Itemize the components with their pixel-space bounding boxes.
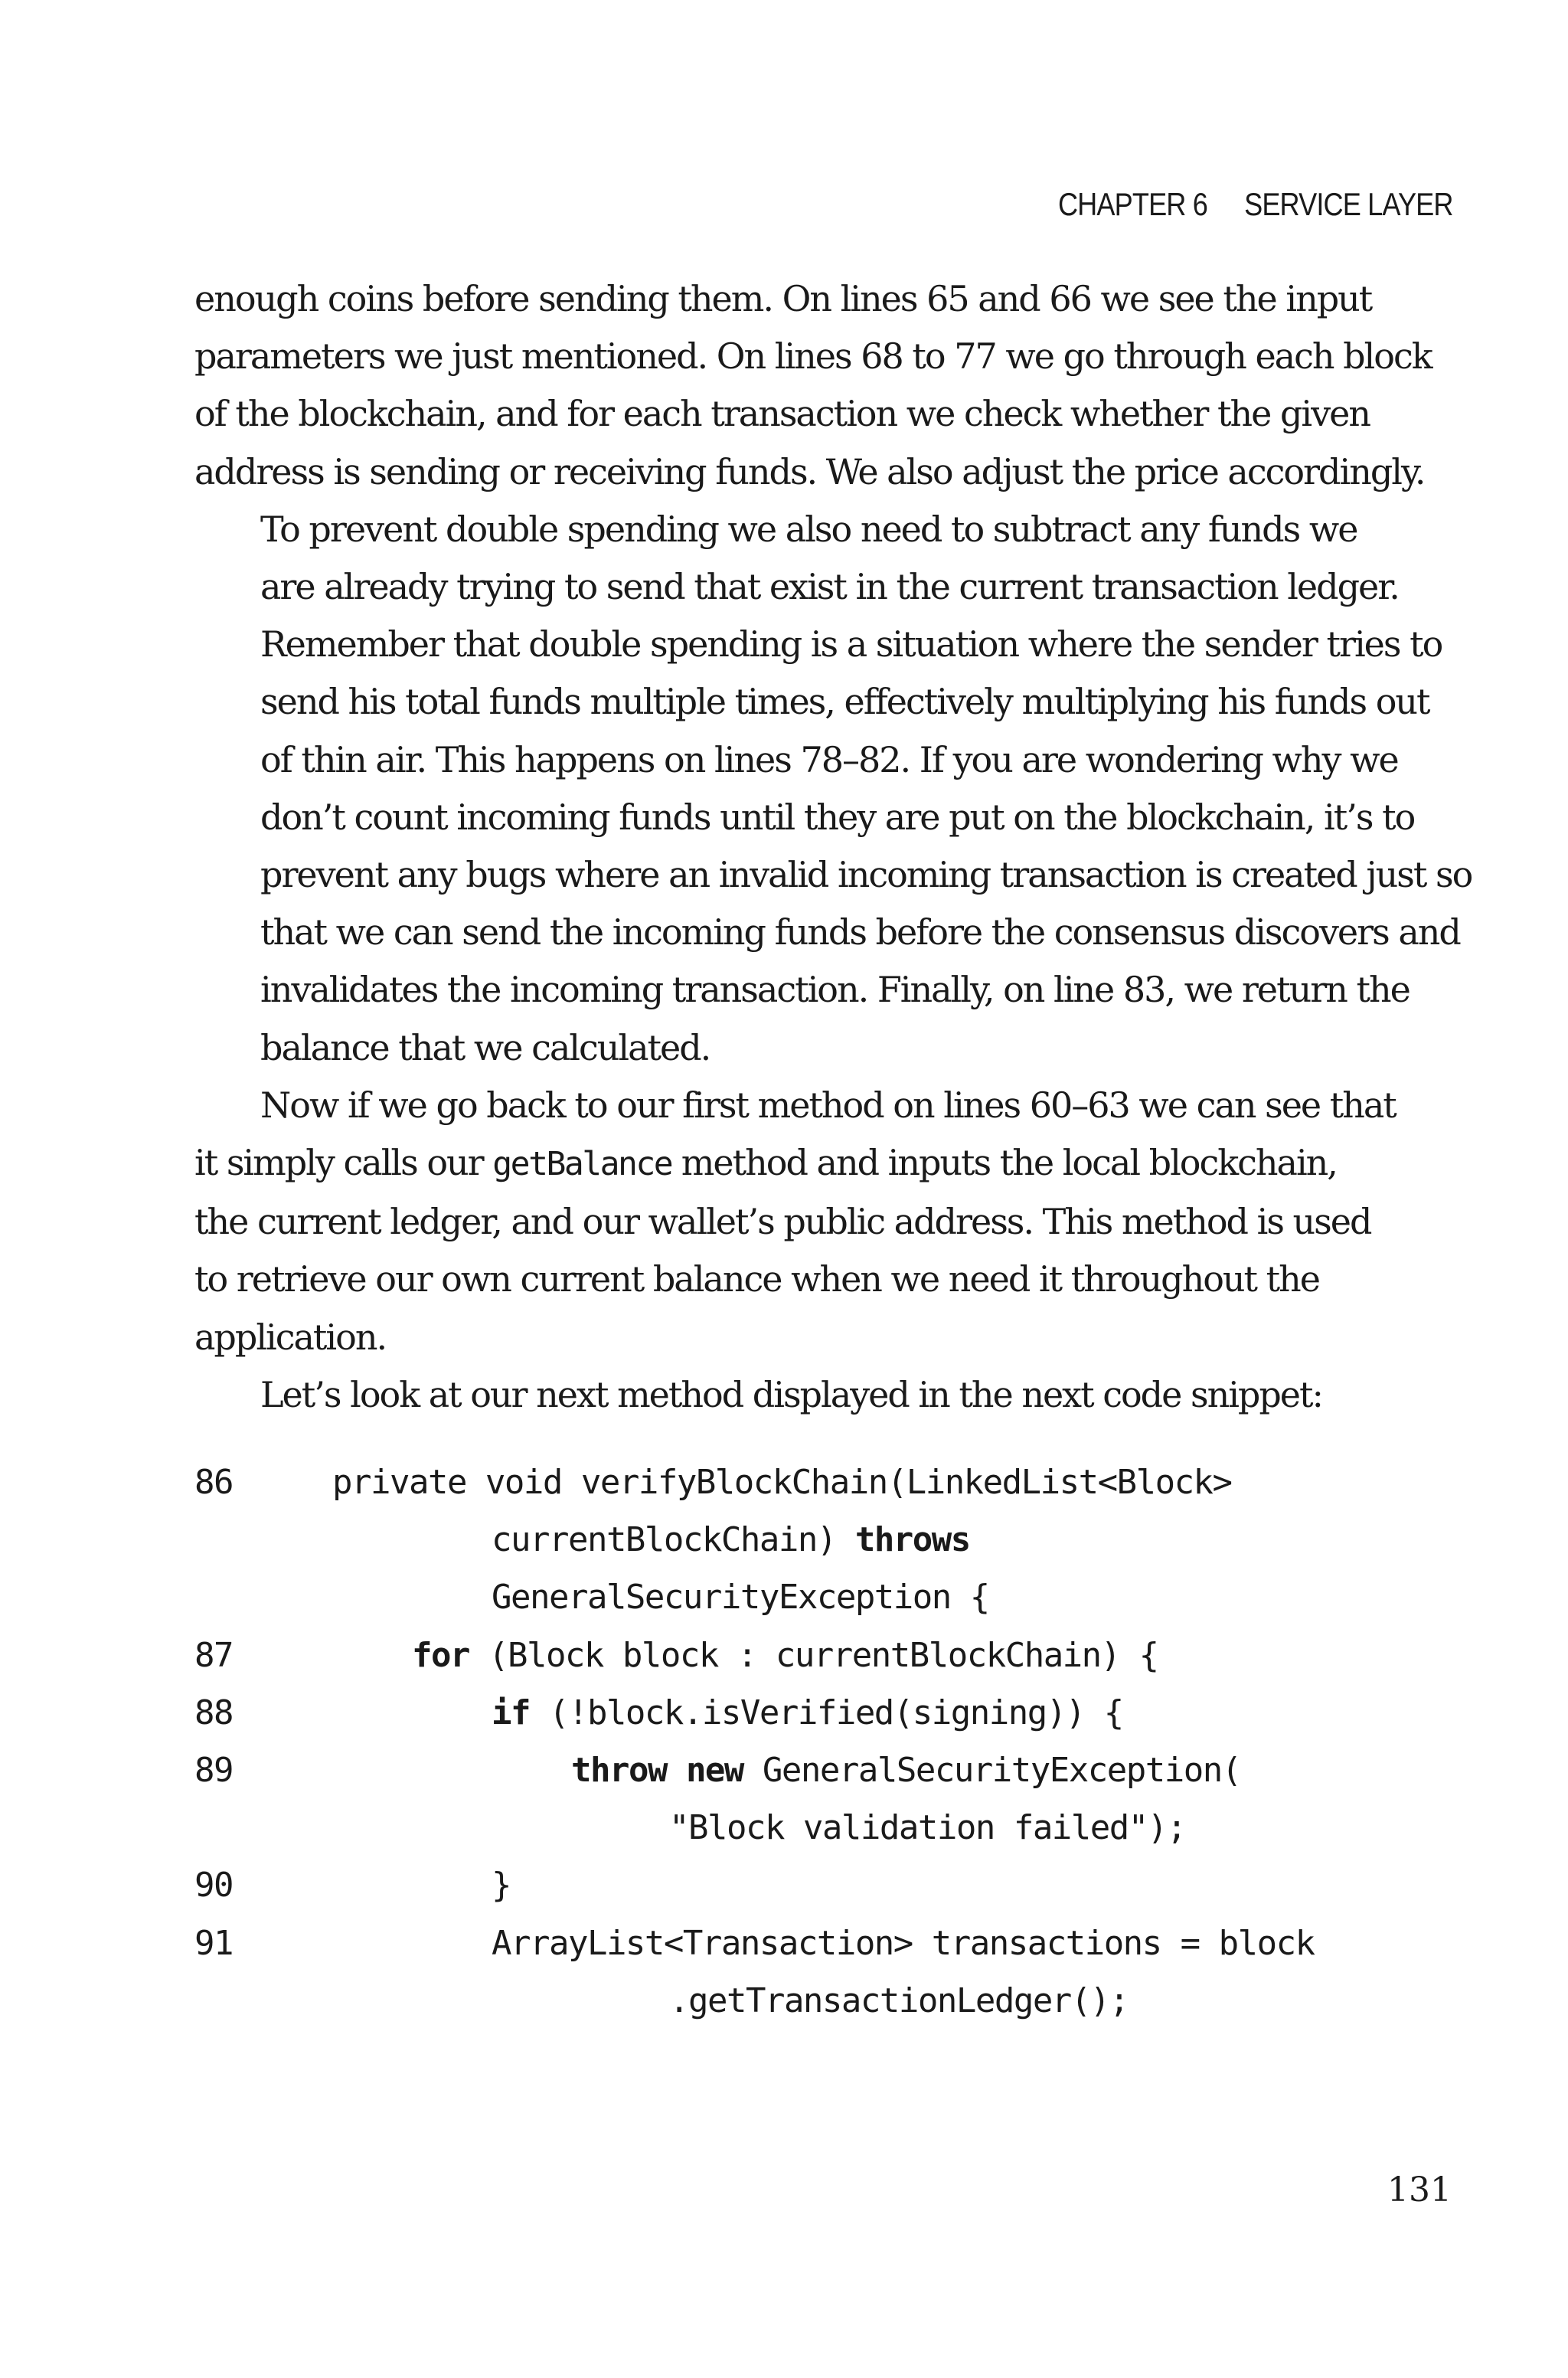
code-text bbox=[492, 1915, 1315, 1972]
text-line: of thin air. This happens on lines 78–82. If you are wondering why we bbox=[260, 738, 1398, 780]
text-line: of the blockchain, and for each transaction we check whether the given bbox=[194, 393, 1370, 435]
code-line-number: 87 bbox=[194, 1635, 233, 1675]
text-line: send his total funds multiple times, effectively multiplying his funds out bbox=[260, 681, 1429, 723]
text-line: are already trying to send that exist in the current transaction ledger. bbox=[260, 566, 1399, 608]
text-line: application. bbox=[194, 1316, 387, 1358]
text-line: Now if we go back to our first method on lines 60–63 we can see that bbox=[260, 1084, 1396, 1126]
code-line bbox=[194, 1915, 1458, 1972]
text-line: prevent any bugs where an invalid incoming transaction is created just so bbox=[260, 854, 1472, 896]
text-line: To prevent double spending we also need to subtract any funds we bbox=[260, 508, 1357, 550]
code-keyword: throw new bbox=[571, 1750, 743, 1790]
text-line: parameters we just mentioned. On lines 68 to 77 we go through each block bbox=[194, 335, 1432, 378]
paragraph bbox=[194, 270, 1458, 501]
code-text bbox=[492, 1684, 1123, 1742]
code-line bbox=[194, 1684, 1458, 1742]
code-fragment: (Block block : currentBlockChain) { bbox=[469, 1635, 1158, 1675]
code-line-number: 90 bbox=[194, 1866, 233, 1905]
text-line: balance that we calculated. bbox=[260, 1026, 710, 1068]
code-line bbox=[194, 1568, 1458, 1626]
code-text bbox=[492, 1511, 970, 1568]
code-line bbox=[194, 1627, 1458, 1684]
code-line bbox=[194, 1742, 1458, 1799]
page-number: 131 bbox=[1387, 2170, 1452, 2210]
code-line bbox=[194, 1972, 1458, 2030]
code-text bbox=[669, 1972, 1129, 2030]
code-line-number: 91 bbox=[194, 1923, 233, 1963]
body-text bbox=[194, 270, 1472, 1424]
code-fragment: GeneralSecurityException { bbox=[492, 1578, 989, 1617]
text-line: don’t count incoming funds until they are put on the blockchain, it’s to bbox=[260, 796, 1415, 838]
code-text bbox=[492, 1568, 989, 1626]
code-listing bbox=[194, 1454, 1458, 2030]
code-fragment: private void verifyBlockChain(LinkedList<Block> bbox=[332, 1463, 1232, 1502]
code-keyword: if bbox=[492, 1693, 530, 1732]
text-fragment: method and inputs the local blockchain, bbox=[671, 1142, 1337, 1184]
code-line-number: 89 bbox=[194, 1750, 233, 1790]
code-fragment: "Block validation failed"); bbox=[669, 1808, 1186, 1848]
code-fragment: .getTransactionLedger(); bbox=[669, 1981, 1129, 2020]
section-label: SERVICE LAYER bbox=[1244, 186, 1453, 222]
text-line: address is sending or receiving funds. We also adjust the price accordingly. bbox=[194, 450, 1425, 492]
text-line: Let’s look at our next method displayed in the next code snippet: bbox=[260, 1373, 1323, 1415]
text-line bbox=[194, 1134, 1458, 1193]
inline-code: getBalance bbox=[492, 1145, 672, 1184]
code-text bbox=[332, 1454, 1232, 1511]
code-text bbox=[669, 1799, 1186, 1856]
text-line: that we can send the incoming funds before the consensus discovers and bbox=[260, 911, 1460, 953]
text-line: the current ledger, and our wallet’s public address. This method is used bbox=[194, 1201, 1371, 1243]
paragraph bbox=[194, 1077, 1458, 1366]
code-fragment: currentBlockChain) bbox=[492, 1520, 855, 1560]
code-fragment: } bbox=[492, 1866, 511, 1905]
text-line: enough coins before sending them. On lines 65 and 66 we see the input bbox=[194, 278, 1372, 319]
code-line bbox=[194, 1511, 1458, 1568]
running-head bbox=[1058, 186, 1453, 223]
text-line: to retrieve our own current balance when we need it throughout the bbox=[194, 1258, 1319, 1300]
code-fragment: GeneralSecurityException( bbox=[743, 1750, 1241, 1790]
code-keyword: for bbox=[412, 1635, 469, 1675]
text-fragment: it simply calls our bbox=[194, 1142, 493, 1184]
code-line-number: 88 bbox=[194, 1693, 233, 1732]
chapter-label: CHAPTER 6 bbox=[1058, 186, 1208, 222]
text-line: Remember that double spending is a situation where the sender tries to bbox=[260, 623, 1442, 666]
code-fragment: ArrayList<Transaction> transactions = block bbox=[492, 1923, 1315, 1963]
code-line-number: 86 bbox=[194, 1463, 233, 1502]
code-text bbox=[571, 1742, 1241, 1799]
code-text bbox=[412, 1627, 1158, 1684]
paragraph bbox=[194, 501, 1472, 1077]
code-line bbox=[194, 1454, 1458, 1511]
text-line: invalidates the incoming transaction. Finally, on line 83, we return the bbox=[260, 969, 1410, 1011]
code-text bbox=[492, 1856, 511, 1914]
code-line bbox=[194, 1856, 1458, 1914]
code-line bbox=[194, 1799, 1458, 1856]
code-fragment: (!block.isVerified(signing)) { bbox=[529, 1693, 1123, 1732]
paragraph bbox=[194, 1366, 1458, 1424]
code-keyword: throws bbox=[854, 1520, 970, 1560]
